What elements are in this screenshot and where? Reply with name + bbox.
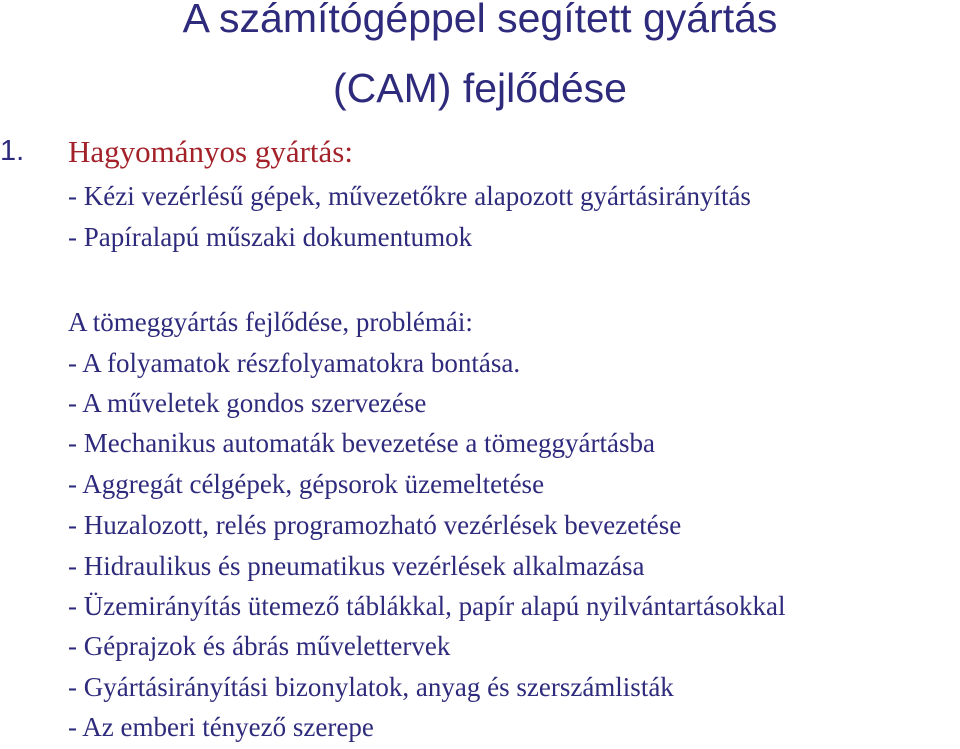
slide-title-line-2: (CAM) fejlődése [333,65,627,111]
list-item: - Az emberi tényező szerepe [68,712,374,742]
list-item: - A műveletek gondos szervezése [68,388,427,418]
list-item: - Huzalozott, relés programozható vezérlések bevezetése [68,510,682,540]
list-item: - Aggregát célgépek, gépsorok üzemeltetése [68,469,545,499]
list-item: - Géprajzok és ábrás művelettervek [68,631,451,661]
list-item: - Gyártásirányítási bizonylatok, anyag és szerszámlisták [68,672,674,702]
list-item: - Papíralapú műszaki dokumentumok [68,222,473,252]
section-heading-mass-production: A tömeggyártás fejlődése, problémái: [68,307,473,337]
list-item: - Üzemirányítás ütemező táblákkal, papír alapú nyilvántartásokkal [68,591,786,621]
list-item: - Mechanikus automaták bevezetése a tömeggyártásba [68,428,655,458]
list-item: - Kézi vezérlésű gépek, művezetőkre alapozott gyártásirányítás [68,181,751,211]
section-heading-traditional: Hagyományos gyártás: [68,134,353,169]
list-item: - Hidraulikus és pneumatikus vezérlések alkalmazása [68,551,645,581]
section-number: 1. [0,135,25,167]
slide-title-line-1: A számítógéppel segített gyártás [182,0,778,41]
list-item: - A folyamatok részfolyamatokra bontása. [68,348,521,378]
